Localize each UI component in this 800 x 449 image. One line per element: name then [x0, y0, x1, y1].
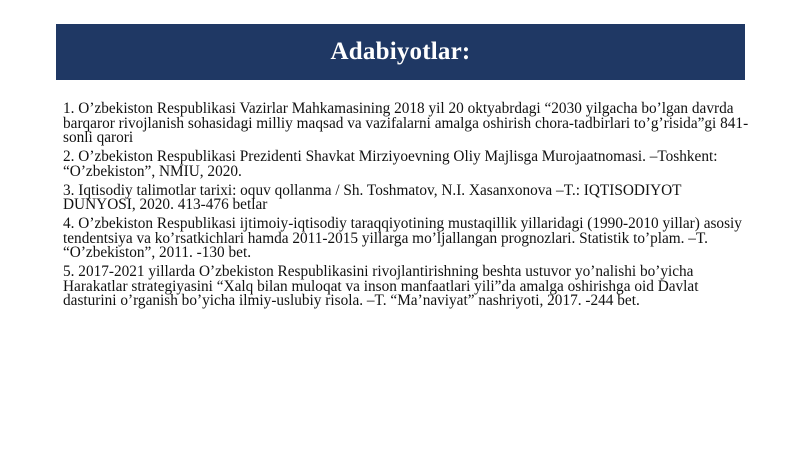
- reference-item-4: 4. O’zbekiston Respublikasi ijtimoiy-iqtisodiy taraqqiyotining mustaqillik yillaridagi (1990-2010 yillar) asosiy tendentsiya va ko’rsatkichlari hamda 2011-2015 yillarga mo’ljallangan prognozlari. Statistik to’plam. –T. “O’zbekiston”, 2011. -130 bet.: [63, 215, 742, 261]
- reference-item-5: 5. 2017-2021 yillarda O’zbekiston Respublikasini rivojlantirishning beshta ustuvor yo’nalishi bo’yicha Harakatlar strategiyasini “Xalq bilan muloqat va inson manfaatlari yili”da amalga oshirishga oid Davlat dasturini o’rganish bo’yicha ilmiy-uslubiy risola. –T. “Ma’naviyat” nashriyoti, 2017. -244 bet.: [63, 263, 699, 309]
- reference-item-1: 1. O’zbekiston Respublikasi Vazirlar Mahkamasining 2018 yil 20 oktyabrdagi “2030 yilgacha bo’lgan davrda barqaror rivojlanish sohasidagi milliy maqsad va vazifalarni amalga oshirish chora-tadbirlari to’g’risida”gi 841-sonli qarori: [63, 100, 749, 146]
- reference-list: [63, 102, 749, 313]
- reference-item-3: 3. Iqtisodiy talimotlar tarixi: oquv qollanma / Sh. Toshmatov, N.I. Xasanxonova –T.: IQTISODIYOT DUNYOSI, 2020. 413-476 betlar: [63, 181, 682, 213]
- slide-title: Adabiyotlar:: [330, 38, 471, 65]
- title-bar: [56, 24, 745, 80]
- reference-item-2: 2. O’zbekiston Respublikasi Prezidenti Shavkat Mirziyoevning Oliy Majlisga Murojaatnomasi. –Toshkent: “O’zbekiston”, NMIU, 2020.: [63, 148, 718, 180]
